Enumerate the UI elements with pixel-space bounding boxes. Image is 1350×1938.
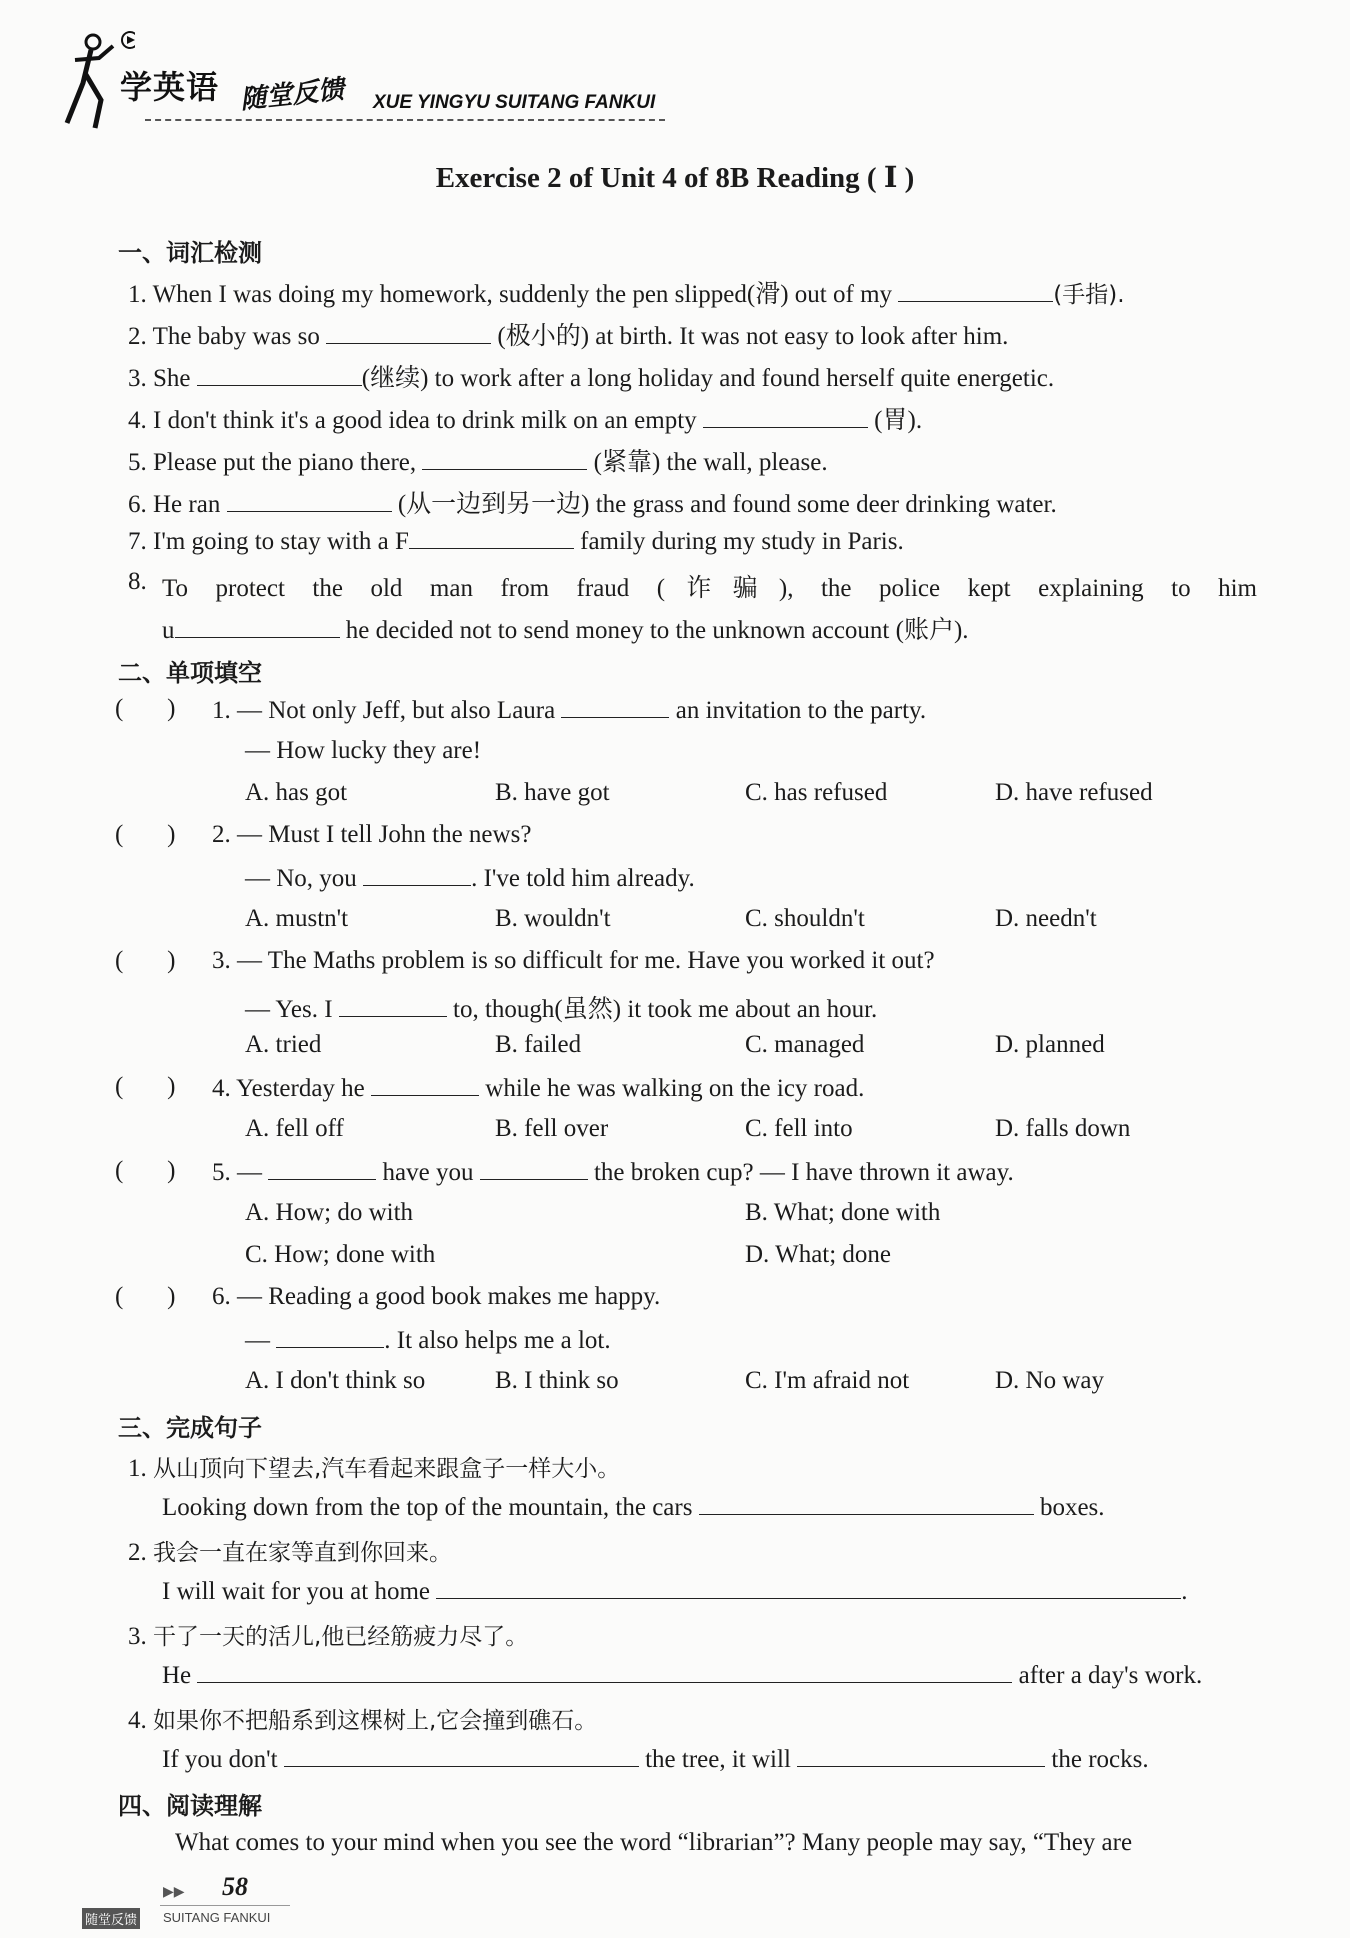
mc-question-1: 1. — Not only Jeff, but also Laura an invitation to the party.	[212, 697, 927, 724]
mc-option[interactable]: A. tried	[245, 1031, 322, 1058]
page-header	[55, 28, 675, 138]
mc-question-5: 5. — have you the broken cup? — I have thrown it away.	[212, 1159, 1014, 1186]
mc-option[interactable]: A. mustn't	[245, 905, 349, 932]
mc-option[interactable]: C. managed	[745, 1031, 865, 1058]
vocab-item-8-line1: To protect the old man from fraud (诈骗), the police kept explaining to him	[162, 575, 1257, 602]
mc-option[interactable]: B. wouldn't	[495, 905, 611, 932]
mc-option[interactable]: B. I think so	[495, 1367, 619, 1394]
section1-heading: 一、词汇检测	[118, 239, 262, 267]
mc-question-2: 2. — Must I tell John the news?	[212, 821, 532, 848]
mc-option[interactable]: D. falls down	[995, 1115, 1131, 1142]
translate-item-2-zh: 2. 我会一直在家等直到你回来。	[128, 1539, 452, 1566]
logo-pinyin: XUE YINGYU SUITANG FANKUI	[373, 92, 656, 113]
mc-option[interactable]: C. shouldn't	[745, 905, 865, 932]
mc-question-6-reply: — . It also helps me a lot.	[245, 1327, 611, 1354]
vocab-blank-5[interactable]	[422, 447, 587, 470]
vocab-blank-3[interactable]	[197, 363, 362, 386]
page-title: Exercise 2 of Unit 4 of 8B Reading ( Ⅰ )	[435, 162, 915, 194]
answer-bracket-1[interactable]: ( )	[115, 695, 176, 722]
mc-option[interactable]: C. How; done with	[245, 1241, 436, 1268]
vocab-blank-2[interactable]	[326, 321, 491, 344]
footer-label-en: SUITANG FANKUI	[163, 1910, 271, 1925]
vocab-blank-1[interactable]	[898, 279, 1053, 302]
translate-blank-3[interactable]	[197, 1660, 1012, 1683]
translate-item-4-zh: 4. 如果你不把船系到这棵树上,它会撞到礁石。	[128, 1707, 598, 1734]
arrow-icon: ▶▶	[163, 1885, 185, 1900]
answer-bracket-6[interactable]: ( )	[115, 1283, 176, 1310]
vocab-item-8-line2: u he decided not to send money to the unknown account (账户).	[162, 617, 969, 644]
translate-blank-4b[interactable]	[797, 1744, 1045, 1767]
mc-option[interactable]: B. fell over	[495, 1115, 609, 1142]
vocab-item-3: 3. She (继续) to work after a long holiday and found herself quite energetic.	[128, 365, 1055, 392]
logo-title: 学英语	[120, 68, 220, 106]
mc-option[interactable]: B. What; done with	[745, 1199, 941, 1226]
mc-question-3: 3. — The Maths problem is so difficult for me. Have you worked it out?	[212, 947, 935, 974]
mc-option[interactable]: A. I don't think so	[245, 1367, 426, 1394]
mc-question-2-reply: — No, you . I've told him already.	[245, 865, 695, 892]
vocab-blank-8[interactable]	[175, 615, 340, 638]
translate-blank-4a[interactable]	[284, 1744, 639, 1767]
answer-bracket-5[interactable]: ( )	[115, 1157, 176, 1184]
vocab-blank-7[interactable]	[409, 526, 574, 549]
translate-item-1-zh: 1. 从山顶向下望去,汽车看起来跟盒子一样大小。	[128, 1455, 621, 1482]
footer-rule	[160, 1905, 290, 1906]
footer-label-zh: 随堂反馈	[82, 1908, 140, 1929]
section3-heading: 三、完成句子	[118, 1414, 262, 1442]
answer-bracket-2[interactable]: ( )	[115, 821, 176, 848]
mc-question-6: 6. — Reading a good book makes me happy.	[212, 1283, 661, 1310]
vocab-blank-6[interactable]	[227, 489, 392, 512]
mc-option[interactable]: D. needn't	[995, 905, 1097, 932]
vocab-item-4: 4. I don't think it's a good idea to drink milk on an empty (胃).	[128, 407, 923, 434]
mc-question-3-reply: — Yes. I to, though(虽然) it took me about an hour.	[245, 996, 878, 1023]
translate-item-3-en: He after a day's work.	[162, 1662, 1203, 1689]
mc-option[interactable]: B. have got	[495, 779, 610, 806]
translate-item-4-en: If you don't the tree, it will the rocks.	[162, 1746, 1149, 1773]
vocab-blank-4[interactable]	[703, 405, 868, 428]
mc-option[interactable]: A. has got	[245, 779, 348, 806]
translate-item-3-zh: 3. 干了一天的活儿,他已经筋疲力尽了。	[128, 1623, 529, 1650]
header-divider	[145, 119, 665, 121]
translate-blank-2[interactable]	[436, 1576, 1181, 1599]
mc-option[interactable]: D. have refused	[995, 779, 1153, 806]
section4-heading: 四、阅读理解	[118, 1792, 262, 1820]
mc-option[interactable]: C. has refused	[745, 779, 888, 806]
logo-subtitle: 随堂反馈	[238, 74, 346, 116]
translate-item-1-en: Looking down from the top of the mountain, the cars boxes.	[162, 1494, 1105, 1521]
vocab-item-2: 2. The baby was so (极小的) at birth. It was not easy to look after him.	[128, 323, 1009, 350]
vocab-item-5: 5. Please put the piano there, (紧靠) the wall, please.	[128, 449, 828, 476]
vocab-item-7: 7. I'm going to stay with a F family during my study in Paris.	[128, 528, 904, 555]
vocab-item-1: 1. When I was doing my homework, suddenly the pen slipped(滑) out of my (手指).	[128, 281, 1125, 308]
vocab-item-8-number: 8.	[128, 568, 147, 595]
page-number: 58	[222, 1872, 248, 1901]
answer-bracket-4[interactable]: ( )	[115, 1073, 176, 1100]
translate-item-2-en: I will wait for you at home .	[162, 1578, 1188, 1605]
mc-option[interactable]: D. No way	[995, 1367, 1105, 1394]
mc-question-4: 4. Yesterday he while he was walking on the icy road.	[212, 1075, 865, 1102]
reading-passage: What comes to your mind when you see the word “librarian”? Many people may say, “They are	[175, 1829, 1133, 1856]
mc-option[interactable]: D. planned	[995, 1031, 1105, 1058]
mc-option[interactable]: D. What; done	[745, 1241, 892, 1268]
mc-option[interactable]: C. fell into	[745, 1115, 853, 1142]
mc-option[interactable]: B. failed	[495, 1031, 582, 1058]
mc-option[interactable]: C. I'm afraid not	[745, 1367, 910, 1394]
mc-option[interactable]: A. fell off	[245, 1115, 344, 1142]
mc-question-1-reply: — How lucky they are!	[245, 737, 482, 764]
section2-heading: 二、单项填空	[118, 659, 262, 687]
mc-option[interactable]: A. How; do with	[245, 1199, 414, 1226]
translate-blank-1[interactable]	[699, 1492, 1034, 1515]
vocab-item-6: 6. He ran (从一边到另一边) the grass and found some deer drinking water.	[128, 491, 1057, 518]
answer-bracket-3[interactable]: ( )	[115, 947, 176, 974]
